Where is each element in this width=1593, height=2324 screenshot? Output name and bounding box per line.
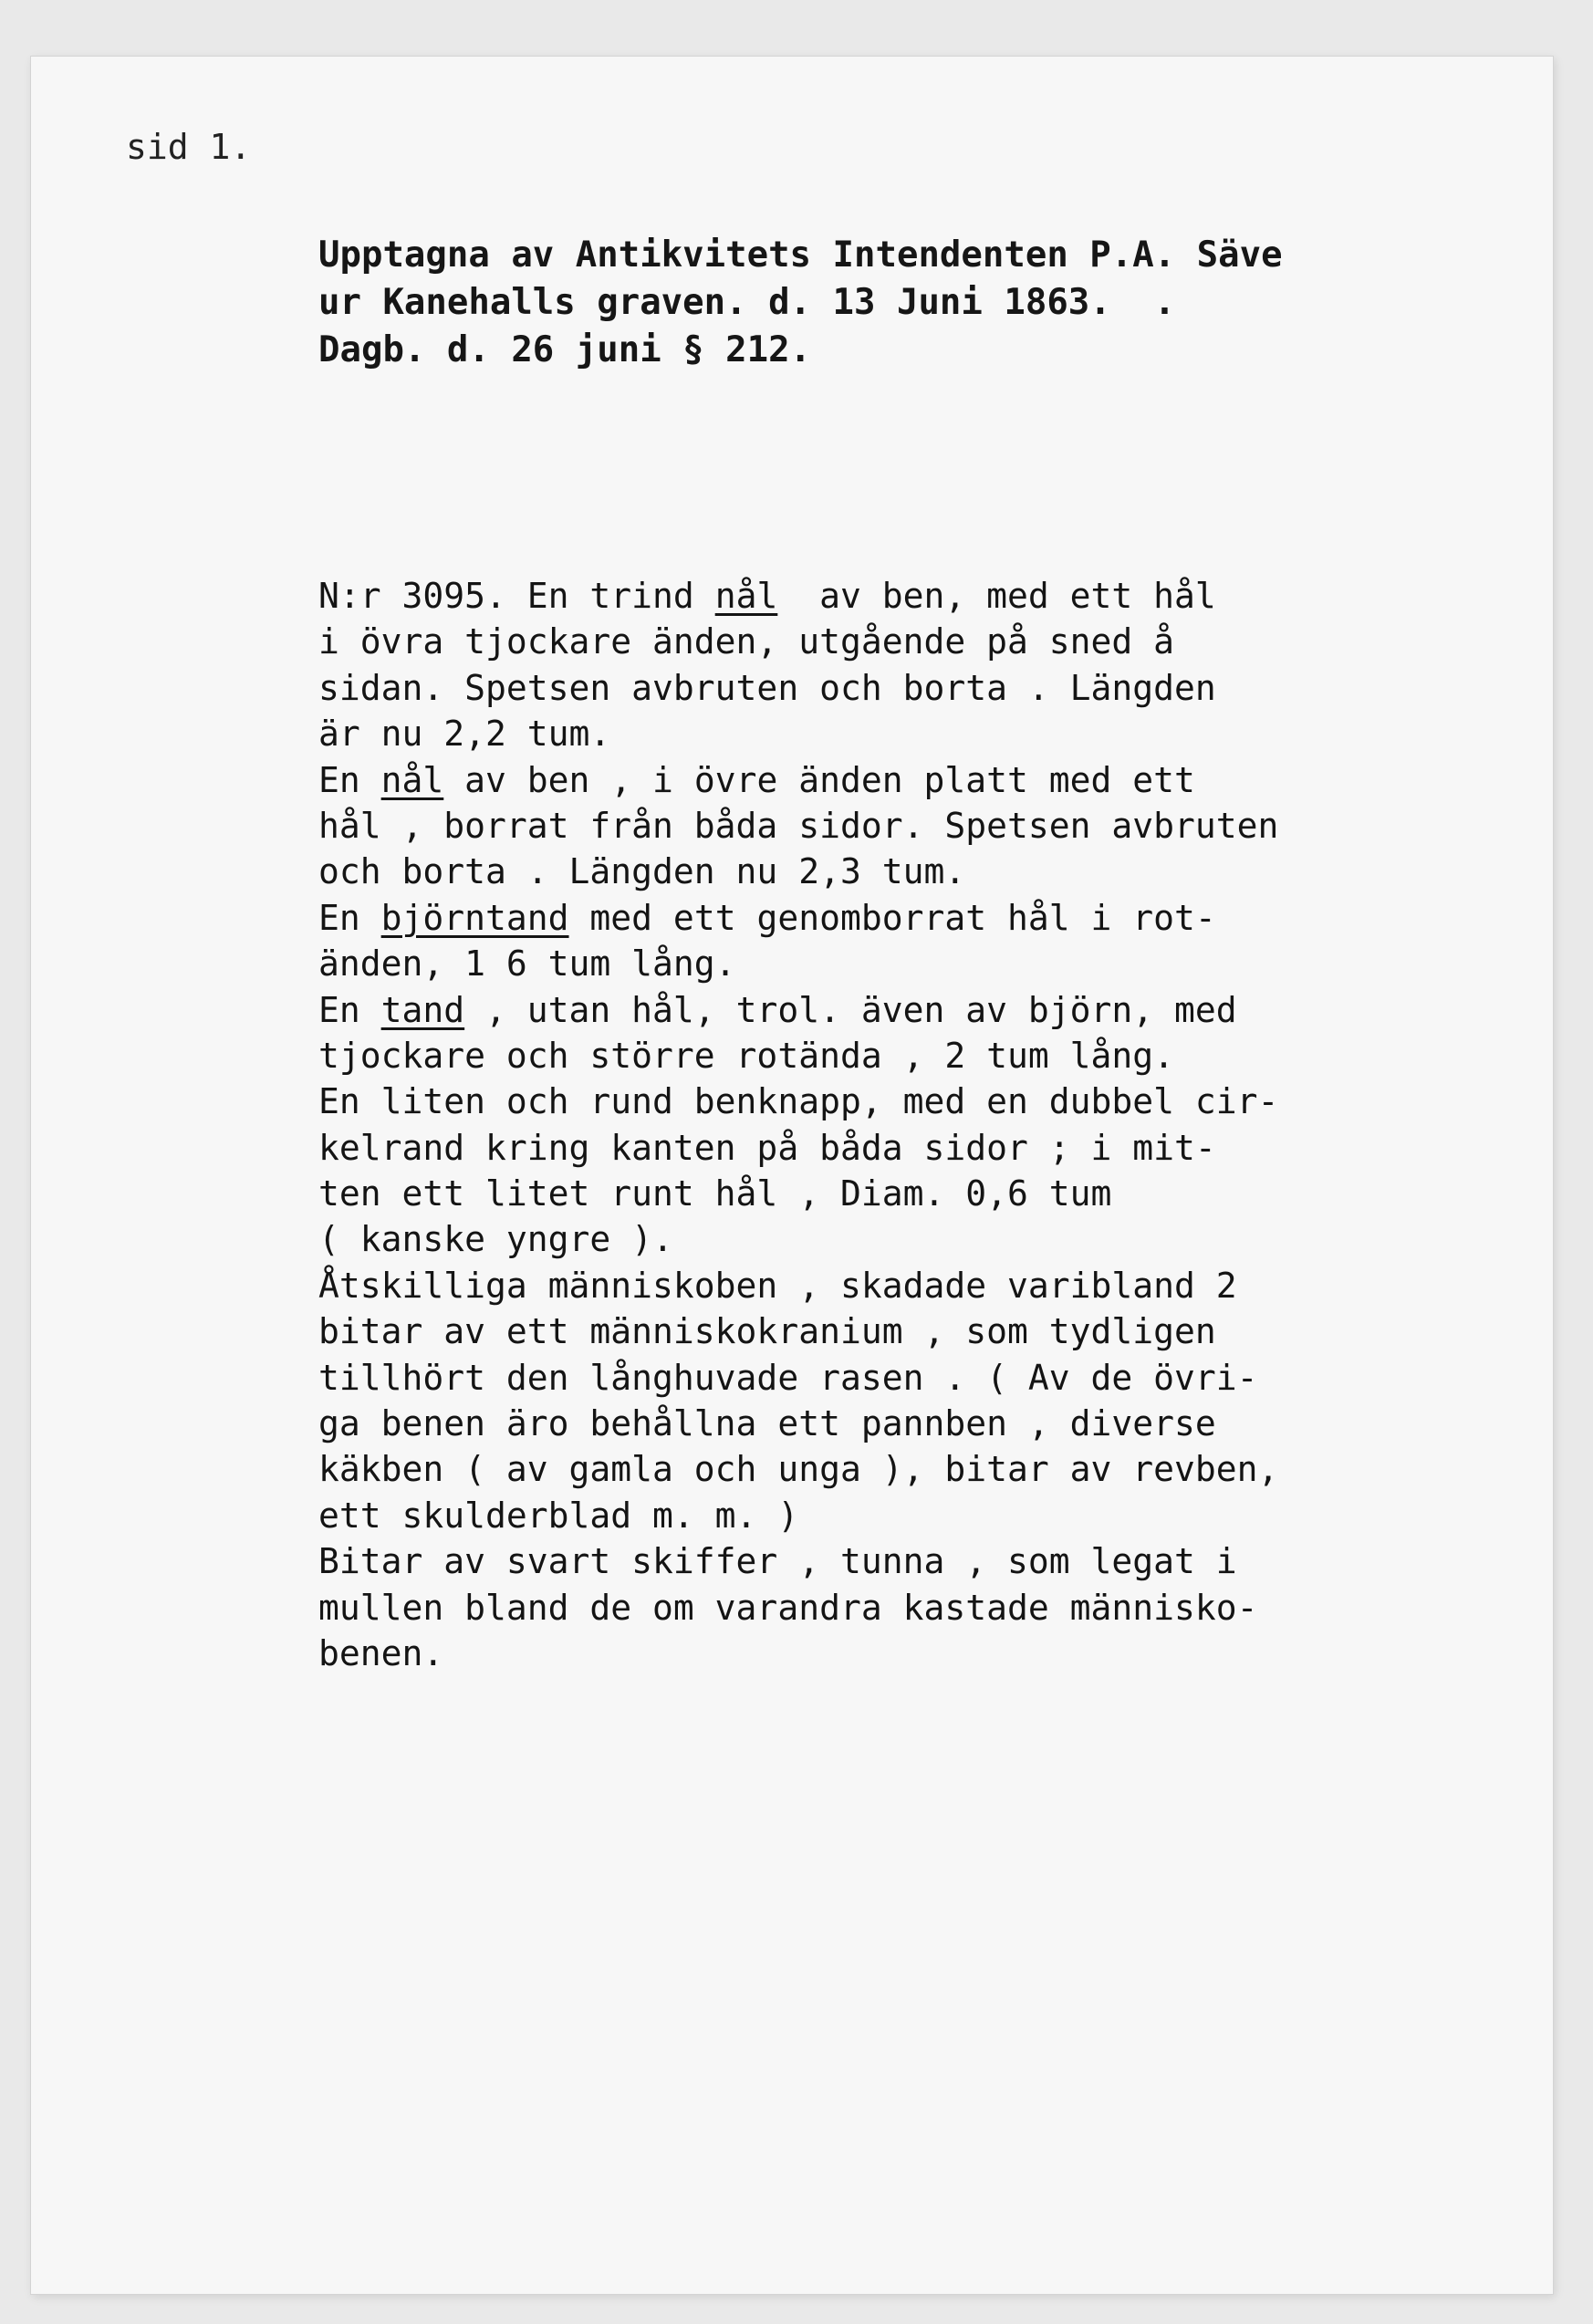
text-line xyxy=(318,849,1278,894)
text-line xyxy=(318,1033,1278,1079)
text-line xyxy=(318,1493,1278,1538)
text-segment: tjockare och större rotända , 2 tum lång. xyxy=(318,1035,1174,1076)
text-line xyxy=(318,987,1278,1033)
text-line xyxy=(318,1538,1278,1584)
text-line xyxy=(318,1125,1278,1171)
text-line xyxy=(318,1171,1278,1216)
text-segment: av ben, med ett hål xyxy=(777,576,1216,616)
text-line xyxy=(318,803,1278,849)
text-segment: och borta . Längden nu 2,3 tum. xyxy=(318,851,966,892)
header-line-source: Upptagna av Antikvitets Intendenten P.A. Säve xyxy=(318,234,1283,276)
text-line xyxy=(318,619,1278,664)
text-segment: tillhört den långhuvade rasen . ( Av de övri- xyxy=(318,1357,1258,1398)
text-segment: N:r 3095. En trind xyxy=(318,576,715,616)
paper-sheet xyxy=(31,57,1553,2294)
text-segment: kelrand kring kanten på båda sidor ; i mit- xyxy=(318,1127,1216,1168)
text-segment: ( kanske yngre ). xyxy=(318,1219,673,1260)
text-line xyxy=(318,665,1278,711)
text-segment: är nu 2,2 tum. xyxy=(318,714,611,755)
header-line-diary-ref: Dagb. d. 26 juni § 212. xyxy=(318,329,812,370)
text-line xyxy=(318,1216,1278,1262)
text-line xyxy=(318,757,1278,803)
text-line xyxy=(318,1079,1278,1124)
underlined-term: nål xyxy=(714,576,778,616)
text-segment: benen. xyxy=(318,1632,444,1673)
text-segment: En xyxy=(318,989,381,1030)
text-segment: ga benen äro behållna ett pannben , diverse xyxy=(318,1403,1216,1444)
text-segment: En liten och rund benknapp, med en dubbel cir- xyxy=(318,1081,1279,1122)
text-line xyxy=(318,1355,1278,1401)
text-segment: änden, 1 6 tum lång. xyxy=(318,943,736,985)
record-header xyxy=(318,232,1283,374)
underlined-term: björntand xyxy=(380,897,569,938)
text-line xyxy=(318,1308,1278,1354)
text-segment: ett skulderblad m. m. ) xyxy=(318,1495,799,1536)
text-segment: En xyxy=(318,897,381,938)
text-segment: Åtskilliga människoben , skadade varibland 2 xyxy=(318,1265,1237,1306)
text-segment: sidan. Spetsen avbruten och borta . Längden xyxy=(318,667,1216,708)
text-line xyxy=(318,1585,1278,1631)
text-segment: i övra tjockare änden, utgående på sned å xyxy=(318,621,1174,662)
text-segment: med ett genomborrat hål i rot- xyxy=(568,897,1216,938)
text-line xyxy=(318,941,1278,986)
text-line xyxy=(318,895,1278,941)
text-line xyxy=(318,1631,1278,1676)
page-number: sid 1. xyxy=(126,127,252,167)
header-line-excavation: ur Kanehalls graven. d. 13 Juni 1863. . xyxy=(318,282,1176,323)
underlined-term: nål xyxy=(380,759,444,800)
text-segment: bitar av ett människokranium , som tydligen xyxy=(318,1311,1216,1352)
text-segment: av ben , i övre änden platt med ett xyxy=(443,759,1195,800)
text-segment: mullen bland de om varandra kastade människo- xyxy=(318,1587,1258,1628)
text-segment: hål , borrat från båda sidor. Spetsen avbruten xyxy=(318,805,1279,846)
inventory-text xyxy=(318,573,1278,1676)
underlined-term: tand xyxy=(380,989,465,1030)
text-line xyxy=(318,711,1278,756)
text-segment: Bitar av svart skiffer , tunna , som legat i xyxy=(318,1541,1237,1582)
text-line xyxy=(318,573,1278,619)
text-line xyxy=(318,1263,1278,1308)
text-segment: käkben ( av gamla och unga ), bitar av revben, xyxy=(318,1449,1279,1490)
text-line xyxy=(318,1446,1278,1492)
text-segment: En xyxy=(318,759,381,800)
text-segment: , utan hål, trol. även av björn, med xyxy=(464,989,1237,1030)
text-line xyxy=(318,1401,1278,1446)
text-segment: ten ett litet runt hål , Diam. 0,6 tum xyxy=(318,1173,1112,1214)
